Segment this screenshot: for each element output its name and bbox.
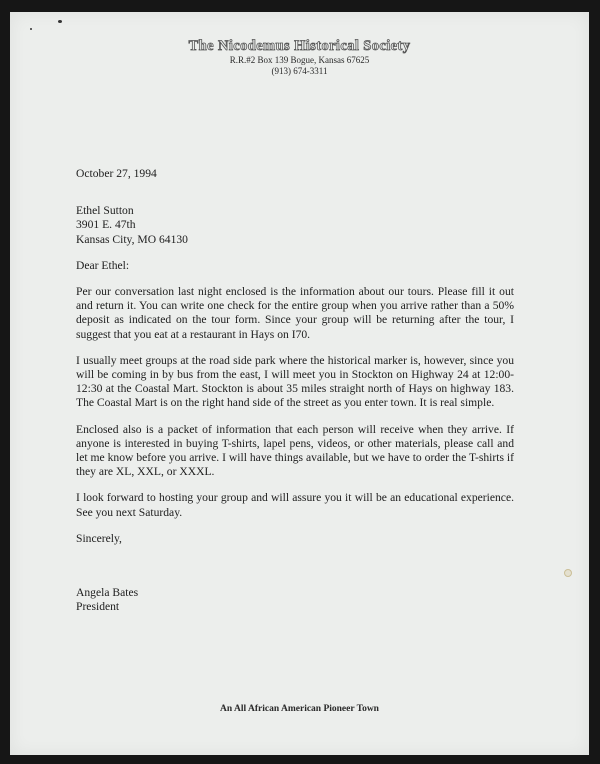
- salutation: Dear Ethel:: [76, 258, 130, 272]
- signer-name: Angela Bates: [76, 586, 139, 600]
- paper-speck: [30, 28, 32, 30]
- letter-date: October 27, 1994: [76, 167, 157, 180]
- recipient-street: 3901 E. 47th: [76, 218, 136, 232]
- letterhead-address: R.R.#2 Box 139 Bogue, Kansas 67625: [229, 55, 370, 65]
- paragraph-closing-remarks: I look forward to hosting your group and will assure you it will be an educational experience. See you next Saturday.: [76, 491, 514, 519]
- paper-speck: [58, 20, 62, 23]
- paragraph-packet: Enclosed also is a packet of information that each person will receive when they arrive. If anyone is interested in buying T-shirts, lapel pens, videos, or other materials, please call and let me know before you arrive. I will have things available, but we have to order the T-shirts if they are XL, XXL, or XXXL.: [76, 422, 514, 479]
- letterhead-organization: The Nicodemus Historical Society: [188, 38, 411, 54]
- closing: Sincerely,: [76, 531, 122, 545]
- recipient-city: Kansas City, MO 64130: [76, 232, 188, 246]
- letter-footer: An All African American Pioneer Town: [220, 704, 379, 714]
- recipient-block: [76, 204, 514, 247]
- paper-hole-mark: [564, 569, 572, 577]
- recipient-name: Ethel Sutton: [76, 204, 134, 218]
- letter-body: [76, 167, 514, 614]
- paragraph-tours: Per our conversation last night enclosed is the information about our tours. Please fill it out and return it. You can write one check for the entire group when you arrive rather than a 50% deposit as indicated on the tour form. Since your group will be returning after the tour, I suggest that you eat at a restaurant in Hays on I70.: [76, 285, 514, 341]
- signer-title: President: [76, 600, 120, 614]
- letter-page: [10, 12, 589, 755]
- paragraph-meeting: I usually meet groups at the road side park where the historical marker is, however, since you will be coming in by bus from the east, I will meet you in Stockton on Highway 24 at 12:00-12:30 at the Coastal Mart. Stockton is about 35 miles straight north of Hays on highway 183. The Coastal Mart is on the right hand side of the street as you enter town. It is real simple.: [76, 353, 514, 410]
- letterhead: [10, 38, 589, 77]
- signature-block: [76, 586, 514, 614]
- letterhead-phone: (913) 674-3311: [271, 66, 328, 76]
